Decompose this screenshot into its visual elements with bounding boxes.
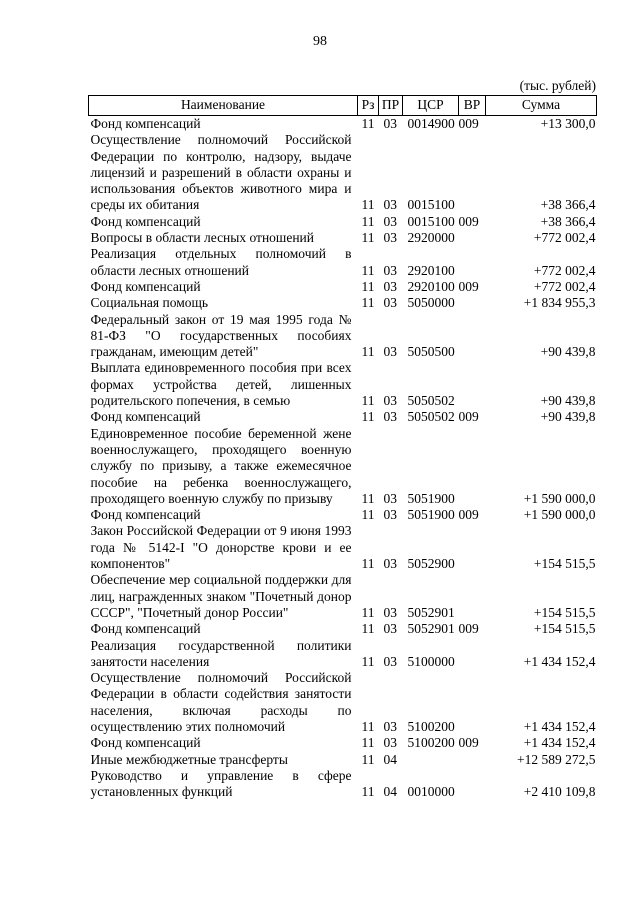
cell-name: Федеральный закон от 19 мая 1995 года № 81-ФЗ "О государственных пособиях гражданам, имеющим детей" <box>90 311 352 360</box>
table-row <box>89 312 597 361</box>
cell-csr <box>403 752 459 768</box>
cell-vr: 009 <box>458 116 479 131</box>
cell-csr: 0010000 <box>407 784 455 800</box>
cell-sum: +90 439,8 <box>540 344 596 360</box>
cell-sum: +772 002,4 <box>533 262 596 278</box>
table-row <box>89 132 597 213</box>
table-row <box>89 246 597 279</box>
cell-rz: 11 <box>361 751 375 767</box>
cell-name: Иные межбюджетные трансферты <box>90 751 288 767</box>
table-row <box>89 279 597 295</box>
cell-vr <box>459 132 486 213</box>
cell-rz: 11 <box>361 278 375 294</box>
cell-pr: 03 <box>383 213 397 229</box>
cell-vr <box>459 768 486 801</box>
table-row <box>89 295 597 311</box>
table-row <box>89 638 597 671</box>
cell-vr: 009 <box>458 507 479 523</box>
cell-csr: 5050502 <box>407 393 455 409</box>
cell-name: Закон Российской Федерации от 9 июня 1993 года № 5142-I "О донорстве крови и ее компонентов" <box>90 523 352 572</box>
cell-rz: 11 <box>361 213 375 229</box>
cell-rz: 11 <box>361 784 375 800</box>
cell-name: Единовременное пособие беременной жене военнослужащего, проходящего военную службу по призыву, а также ежемесячное пособие на ребенка военнослужащего, проходящего военную службу по призыву <box>90 425 352 506</box>
cell-csr: 5052901 <box>407 604 455 620</box>
page-number: 98 <box>313 34 327 49</box>
header-sum: Сумма <box>486 96 597 116</box>
cell-pr: 04 <box>383 751 397 767</box>
cell-csr: 5100200 <box>407 718 455 734</box>
cell-csr: 0014900 <box>407 116 455 131</box>
cell-rz: 11 <box>361 507 375 523</box>
cell-sum: +38 366,4 <box>540 197 596 213</box>
table-row <box>89 572 597 621</box>
cell-csr: 5100200 <box>407 735 455 751</box>
table-row <box>89 230 597 246</box>
cell-name: Осуществление полномочий Российской Федерации в области содействия занятости населения, включая расходы по осуществлению этих полномочий <box>90 670 352 734</box>
table-row <box>89 670 597 735</box>
cell-pr: 03 <box>383 409 397 425</box>
cell-sum: +1 434 152,4 <box>523 718 596 734</box>
cell-vr <box>459 246 486 279</box>
cell-pr: 03 <box>383 295 397 311</box>
cell-name: Фонд компенсаций <box>90 116 201 131</box>
cell-rz: 11 <box>361 653 375 669</box>
cell-csr: 5050500 <box>407 344 455 360</box>
table-row <box>89 621 597 637</box>
cell-csr: 2920100 <box>407 262 455 278</box>
cell-vr <box>459 230 486 246</box>
cell-rz: 11 <box>361 604 375 620</box>
cell-sum: +154 515,5 <box>533 621 596 637</box>
cell-name: Фонд компенсаций <box>90 507 201 523</box>
cell-csr: 5051900 <box>407 490 455 506</box>
cell-vr <box>459 638 486 671</box>
cell-pr: 03 <box>383 344 397 360</box>
cell-sum: +90 439,8 <box>540 409 596 425</box>
cell-rz: 11 <box>361 262 375 278</box>
table-body <box>89 116 597 801</box>
cell-sum: +1 434 152,4 <box>523 653 596 669</box>
cell-sum: +38 366,4 <box>540 213 596 229</box>
cell-name: Фонд компенсаций <box>90 278 201 294</box>
cell-name: Обеспечение мер социальной поддержки для лиц, награжденных знаком "Почетный донор СССР", "Почетный донор России" <box>90 572 352 620</box>
cell-vr <box>459 312 486 361</box>
cell-name: Осуществление полномочий Российской Федерации по контролю, надзору, выдаче лицензий и разрешений в области охраны и использования объектов животного мира и среды их обитания <box>90 132 352 213</box>
table-row <box>89 116 597 133</box>
table-row <box>89 409 597 425</box>
cell-csr: 5052900 <box>407 556 455 572</box>
cell-rz: 11 <box>361 344 375 360</box>
cell-rz: 11 <box>361 556 375 572</box>
cell-pr: 03 <box>383 507 397 523</box>
cell-csr: 5050000 <box>407 295 455 311</box>
cell-pr: 03 <box>383 621 397 637</box>
cell-csr: 5050502 <box>407 409 455 425</box>
cell-csr: 2920100 <box>407 278 455 294</box>
cell-csr: 5052901 <box>407 621 455 637</box>
cell-name: Социальная помощь <box>90 295 209 311</box>
cell-sum: +154 515,5 <box>533 604 596 620</box>
cell-name: Выплата единовременного пособия при всех формах устройства детей, лишенных родительского попечения, в семью <box>90 360 352 409</box>
table-row <box>89 768 597 801</box>
budget-table <box>88 95 597 800</box>
cell-pr: 04 <box>383 784 397 800</box>
cell-pr: 03 <box>383 718 397 734</box>
cell-vr: 009 <box>458 278 479 294</box>
cell-pr: 03 <box>383 197 397 213</box>
cell-rz: 11 <box>361 621 375 637</box>
table-row <box>89 360 597 409</box>
cell-pr: 03 <box>383 556 397 572</box>
cell-sum: +13 300,0 <box>540 116 596 131</box>
cell-vr <box>459 360 486 409</box>
cell-vr <box>459 295 486 311</box>
cell-rz: 11 <box>361 230 375 246</box>
cell-csr: 5100000 <box>407 653 455 669</box>
cell-rz: 11 <box>361 295 375 311</box>
cell-rz: 11 <box>361 490 375 506</box>
cell-vr <box>459 426 486 507</box>
table-row <box>89 426 597 507</box>
cell-sum: +12 589 272,5 <box>517 751 596 767</box>
cell-name: Фонд компенсаций <box>90 213 201 229</box>
cell-pr: 03 <box>383 278 397 294</box>
table-row <box>89 523 597 572</box>
cell-name: Вопросы в области лесных отношений <box>90 230 314 246</box>
table-row <box>89 735 597 751</box>
cell-sum: +154 515,5 <box>533 556 596 572</box>
cell-sum: +1 590 000,0 <box>523 507 596 523</box>
table-row <box>89 752 597 768</box>
cell-vr <box>459 572 486 621</box>
cell-sum: +1 434 152,4 <box>523 735 596 751</box>
cell-pr: 03 <box>383 262 397 278</box>
cell-name: Реализация государственной политики занятости населения <box>90 637 352 669</box>
table-row <box>89 214 597 230</box>
cell-pr: 03 <box>383 735 397 751</box>
cell-csr: 0015100 <box>407 197 455 213</box>
header-pr: ПР <box>379 96 403 116</box>
cell-vr <box>459 523 486 572</box>
cell-vr: 009 <box>458 409 479 425</box>
cell-rz: 11 <box>361 718 375 734</box>
cell-pr: 03 <box>383 653 397 669</box>
cell-name: Фонд компенсаций <box>90 409 201 425</box>
cell-sum: +1 834 955,3 <box>523 295 596 311</box>
cell-csr: 0015100 <box>407 213 455 229</box>
header-csr: ЦСР <box>403 96 459 116</box>
cell-sum: +772 002,4 <box>533 278 596 294</box>
cell-sum: +1 590 000,0 <box>523 490 596 506</box>
units-label: (тыс. рублей) <box>519 78 596 93</box>
cell-name: Руководство и управление в сфере установленных функций <box>90 767 352 800</box>
cell-rz: 11 <box>361 735 375 751</box>
cell-vr: 009 <box>458 213 479 229</box>
cell-vr <box>459 752 486 768</box>
header-name: Наименование <box>89 96 358 116</box>
cell-vr: 009 <box>458 621 479 637</box>
cell-rz: 11 <box>361 197 375 213</box>
cell-pr: 03 <box>383 393 397 409</box>
cell-vr: 009 <box>458 735 479 751</box>
cell-sum: +2 410 109,8 <box>523 784 596 800</box>
table-header <box>89 96 597 116</box>
cell-rz: 11 <box>361 409 375 425</box>
cell-pr: 03 <box>383 116 397 131</box>
header-vr: ВР <box>459 96 486 116</box>
cell-pr: 03 <box>383 230 397 246</box>
cell-pr: 03 <box>383 490 397 506</box>
header-rz: Рз <box>358 96 379 116</box>
cell-pr: 03 <box>383 604 397 620</box>
table-row <box>89 507 597 523</box>
cell-name: Реализация отдельных полномочий в области лесных отношений <box>90 246 352 278</box>
cell-vr <box>459 670 486 735</box>
cell-sum: +90 439,8 <box>540 393 596 409</box>
cell-name: Фонд компенсаций <box>90 735 201 751</box>
cell-csr: 5051900 <box>407 507 455 523</box>
cell-rz: 11 <box>361 393 375 409</box>
cell-name: Фонд компенсаций <box>90 621 201 637</box>
cell-sum: +772 002,4 <box>533 230 596 246</box>
cell-rz: 11 <box>361 116 375 131</box>
cell-csr: 2920000 <box>407 230 455 246</box>
